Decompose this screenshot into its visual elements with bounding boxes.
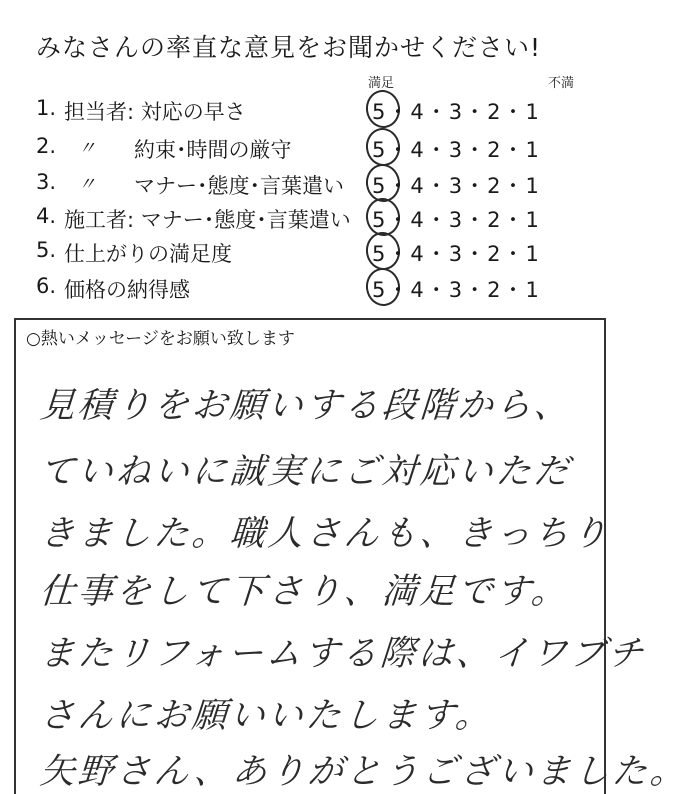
handwritten-line: きました。職人さんも、きっちり xyxy=(38,514,612,554)
row-label: 価格の納得感 xyxy=(64,278,190,302)
rating-row xyxy=(0,166,622,200)
survey-title: みなさんの率直な意見をお聞かせください! xyxy=(36,33,542,62)
row-label: 約束･時間の厳守 xyxy=(134,138,292,162)
handwritten-line: 見積りをお願いする段階から、 xyxy=(38,386,574,426)
handwritten-line: さんにお願いいたします。 xyxy=(38,696,495,736)
row-label: 担当者: 対応の早さ xyxy=(64,100,246,124)
row-number: 2. xyxy=(36,134,57,158)
row-number: 6. xyxy=(36,274,57,298)
rating-row xyxy=(0,270,622,304)
row-label: 施工者: マナー･態度･言葉遣い xyxy=(64,208,351,232)
rating-scale: 5・4・3・2・1 xyxy=(372,242,541,266)
ditto-mark: 〃 xyxy=(78,138,96,159)
row-label: マナー･態度･言葉遣い xyxy=(134,174,344,198)
handwritten-line: ていねいに誠実にご対応いただ xyxy=(38,452,574,492)
scale-header-dissatisfied: 不満 xyxy=(548,76,575,91)
row-number: 4. xyxy=(36,204,57,228)
rating-row xyxy=(0,234,622,268)
rating-scale: 5・4・3・2・1 xyxy=(372,174,541,198)
row-number: 3. xyxy=(36,170,57,194)
rating-scale: 5・4・3・2・1 xyxy=(372,138,541,162)
rating-scale: 5・4・3・2・1 xyxy=(372,208,541,232)
handwritten-line: 矢野さん、ありがとうございました。 xyxy=(38,752,690,792)
row-number: 5. xyxy=(36,238,57,262)
handwritten-line: またリフォームする際は、イワブチ xyxy=(38,634,648,674)
rating-row xyxy=(0,130,622,164)
rating-row xyxy=(0,92,622,126)
rating-scale: 5・4・3・2・1 xyxy=(372,278,541,302)
row-number: 1. xyxy=(36,96,57,120)
handwritten-line: 仕事をして下さり、満足です。 xyxy=(38,572,571,612)
message-header: ○熱いメッセージをお願い致します xyxy=(26,329,295,349)
scale-header-satisfied: 満足 xyxy=(368,76,395,91)
rating-scale: 5・4・3・2・1 xyxy=(372,100,541,124)
rating-row xyxy=(0,200,622,234)
ditto-mark: 〃 xyxy=(78,174,96,195)
row-label: 仕上がりの満足度 xyxy=(64,242,232,266)
